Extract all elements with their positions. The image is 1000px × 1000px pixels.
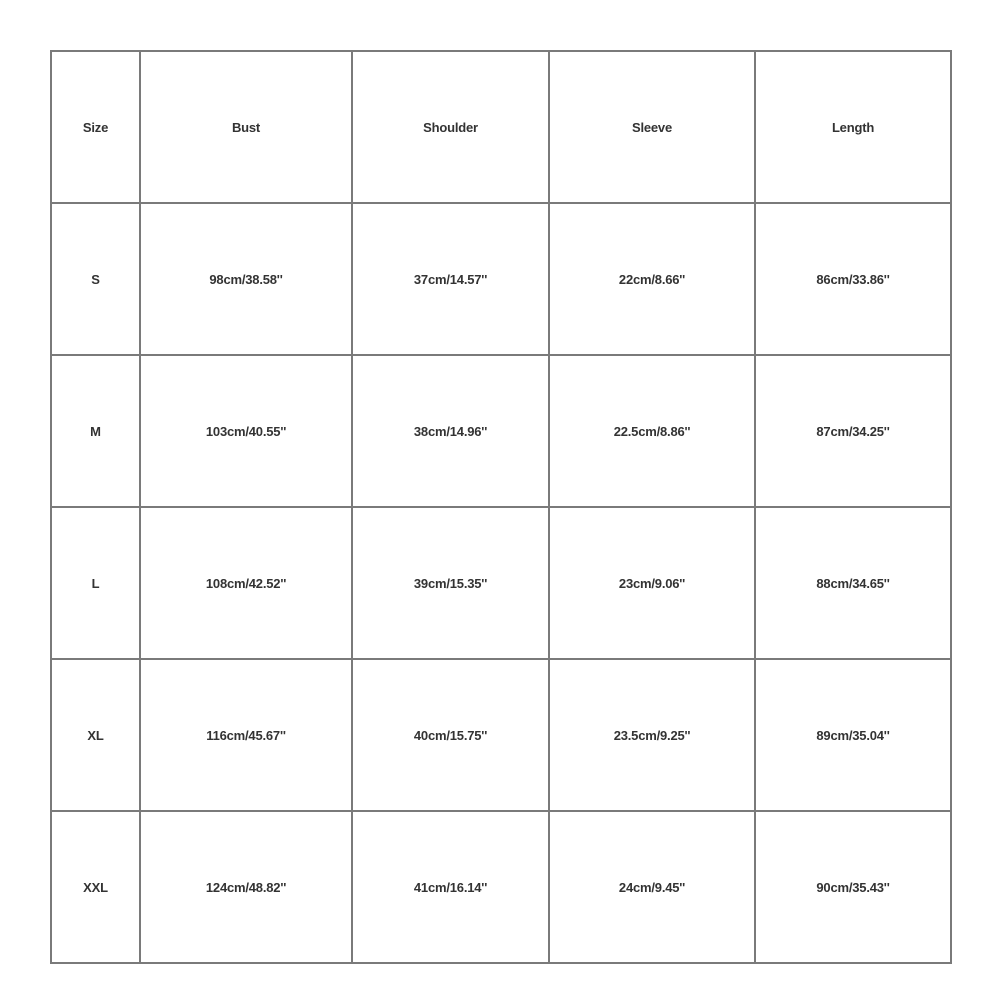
header-size: Size <box>51 51 140 203</box>
cell-length: 90cm/35.43'' <box>755 811 951 963</box>
cell-sleeve: 23.5cm/9.25'' <box>549 659 755 811</box>
cell-sleeve: 24cm/9.45'' <box>549 811 755 963</box>
header-length: Length <box>755 51 951 203</box>
header-shoulder: Shoulder <box>352 51 549 203</box>
cell-length: 89cm/35.04'' <box>755 659 951 811</box>
table-row <box>51 811 951 963</box>
cell-shoulder: 39cm/15.35'' <box>352 507 549 659</box>
table-header-row <box>51 51 951 203</box>
cell-sleeve: 22.5cm/8.86'' <box>549 355 755 507</box>
cell-shoulder: 40cm/15.75'' <box>352 659 549 811</box>
cell-shoulder: 41cm/16.14'' <box>352 811 549 963</box>
cell-size: L <box>51 507 140 659</box>
cell-size: S <box>51 203 140 355</box>
cell-bust: 116cm/45.67'' <box>140 659 352 811</box>
table-row <box>51 203 951 355</box>
header-sleeve: Sleeve <box>549 51 755 203</box>
cell-sleeve: 22cm/8.66'' <box>549 203 755 355</box>
cell-bust: 103cm/40.55'' <box>140 355 352 507</box>
cell-length: 86cm/33.86'' <box>755 203 951 355</box>
cell-bust: 98cm/38.58'' <box>140 203 352 355</box>
table-row <box>51 507 951 659</box>
cell-length: 88cm/34.65'' <box>755 507 951 659</box>
cell-shoulder: 38cm/14.96'' <box>352 355 549 507</box>
cell-sleeve: 23cm/9.06'' <box>549 507 755 659</box>
cell-size: XL <box>51 659 140 811</box>
cell-length: 87cm/34.25'' <box>755 355 951 507</box>
cell-bust: 108cm/42.52'' <box>140 507 352 659</box>
size-chart-table <box>50 50 952 964</box>
cell-size: M <box>51 355 140 507</box>
cell-size: XXL <box>51 811 140 963</box>
cell-bust: 124cm/48.82'' <box>140 811 352 963</box>
table-row <box>51 355 951 507</box>
header-bust: Bust <box>140 51 352 203</box>
cell-shoulder: 37cm/14.57'' <box>352 203 549 355</box>
table-row <box>51 659 951 811</box>
